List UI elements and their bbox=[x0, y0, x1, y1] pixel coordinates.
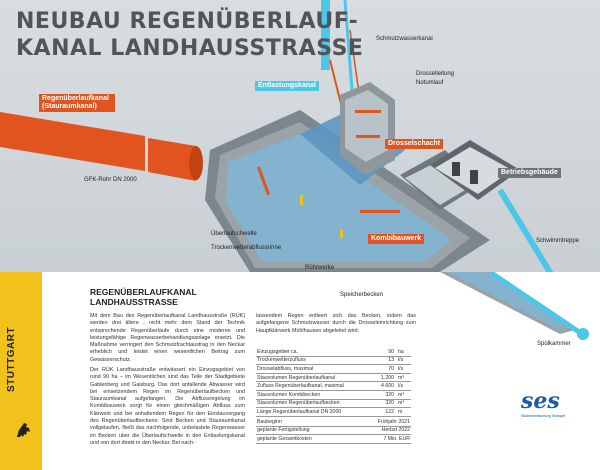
table-row bbox=[256, 365, 411, 374]
paragraph-1: Mit dem Bau des Regenüberlaufkanal Landhausstraße (RÜK) werden drei ältere , nicht mehr dem Stand der Technik entsprechende Regenüberläufe durch eine moderne und leistungsfähige Regenwasserbehandlungsanlage ersetzt. Die Maßnahme verringert den Schmutzfrachtaustrag in den Neckar erheblich und leistet einen wesentlichen Beitrag zum Gewässerschutz. bbox=[90, 313, 245, 363]
schedule-table bbox=[256, 418, 411, 444]
fact-unit: m bbox=[395, 408, 411, 417]
tag-drosselschacht: Drosselschacht bbox=[385, 139, 443, 149]
ses-logo-subtitle: Stadtentwässerung Stuttgart bbox=[521, 414, 566, 418]
table-row bbox=[256, 399, 411, 408]
schedule-label: geplante Fertigstellung bbox=[256, 426, 353, 435]
fact-unit: m³ bbox=[395, 373, 411, 382]
schedule-label: geplante Gesamtkosten bbox=[256, 435, 353, 444]
fact-label: Stauvolumen Kombibecken bbox=[256, 390, 375, 399]
fact-unit: m³ bbox=[395, 399, 411, 408]
fact-value: 320 bbox=[375, 390, 395, 399]
fact-value: 90 bbox=[375, 348, 395, 356]
fact-value: 1.200 bbox=[375, 373, 395, 382]
fact-value: 122 bbox=[375, 408, 395, 417]
fact-label: Länge Regenüberlaufkanal DN 2000 bbox=[256, 408, 375, 417]
fact-unit: ha bbox=[395, 348, 411, 356]
label-notumlauf: Notumlauf bbox=[416, 80, 444, 86]
table-row bbox=[256, 382, 411, 391]
facts-table bbox=[256, 348, 411, 417]
label-speicherbecken: Speicherbecken bbox=[340, 292, 384, 298]
page-title bbox=[16, 8, 363, 62]
fact-label: Drosselabfluss, maximal bbox=[256, 365, 375, 374]
fact-value: 13 bbox=[375, 356, 395, 365]
label-gfk-rohr: GFK-Rohr DN 2000 bbox=[84, 177, 137, 183]
fact-value: 70 bbox=[375, 365, 395, 374]
fact-unit: l/s bbox=[395, 365, 411, 374]
schedule-value: Herbst 2022 bbox=[353, 426, 411, 435]
section-title-line-2: LANDHAUSSTRASSE bbox=[90, 297, 178, 307]
label-ruehrwerke: Rührwerke bbox=[305, 265, 335, 271]
tag-entlastungskanal: Entlastungskanal bbox=[255, 81, 319, 91]
paragraph-2: Der RÜK Landhausstraße entwässert ein Einzugsgebiet von rund 90 ha – im Wesentlichen sind das Teile der Stadtgebiete Gablenberg und Gaisburg. Das dort anfallende Abwasser wird bei einsetzendem Regen im Regenüberlaufbecken und Stauraumkanal aufgefangen. Die Abflussregelung im Kombibauwerk sorgt für einen gleichmäßigen Abfluss zum Klärwerk und bei anhaltendem Regen für den Einstauvorgang des Regenüberlaufbeckens: Sind Becken und Stauraumkanal vollgelaufen, fließt das nachfolgende, unbelastete Regenwasser im Becken über die Überlaufschwelle in den Entlastungskanal und von dort direkt in den Neckar. Bei nach- bbox=[90, 367, 245, 446]
fact-value: 320 bbox=[375, 399, 395, 408]
table-row bbox=[256, 408, 411, 417]
fact-unit: m³ bbox=[395, 390, 411, 399]
fact-label: Einzugsgebiet ca. bbox=[256, 348, 375, 356]
horse-crest-icon bbox=[14, 420, 34, 440]
table-row bbox=[256, 348, 411, 356]
section-title bbox=[90, 287, 197, 307]
table-row bbox=[256, 356, 411, 365]
fact-label: Trockenwetterzufluss bbox=[256, 356, 375, 365]
schedule-label: Baubeginn bbox=[256, 418, 353, 426]
label-ueberlaufschwelle: Überlaufschwelle bbox=[211, 231, 257, 237]
table-row bbox=[256, 373, 411, 382]
page-title-line-1: NEUBAU REGENÜBERLAUF- bbox=[16, 9, 359, 34]
city-name: STUTTGART bbox=[6, 326, 17, 392]
fact-label: Zufluss Regenüberlaufkanal, maximal bbox=[256, 382, 375, 391]
fact-unit: l/s bbox=[395, 382, 411, 391]
table-row bbox=[256, 390, 411, 399]
tag-kombibauwerk: Kombibauwerk bbox=[368, 234, 424, 244]
table-row bbox=[256, 418, 411, 426]
cyan-pipe-right bbox=[500, 190, 585, 272]
label-trockenwetterabflussrinne: Trockenwetterabflussrinne bbox=[211, 245, 282, 251]
section-title-line-1: REGENÜBERLAUFKANAL bbox=[90, 287, 197, 297]
label-schwimmtreppe: Schwimmtreppe bbox=[536, 238, 580, 244]
fact-label: Stauvolumen Regenüberlaufbecken bbox=[256, 399, 375, 408]
schedule-value: 7 Mio. EUR bbox=[353, 435, 411, 444]
label-schmutzwasserkanal: Schmutzwasserkanal bbox=[376, 36, 433, 42]
tag-regenueberlaufkanal: Regenüberlaufkanal (Stauraumkanal) bbox=[39, 94, 115, 112]
table-row bbox=[256, 426, 411, 435]
fact-value: 4.600 bbox=[375, 382, 395, 391]
tag-betriebsgebaeude: Betriebsgebäude bbox=[498, 168, 561, 178]
fact-label: Stauvolumen Regenüberlaufkanal bbox=[256, 373, 375, 382]
table-row bbox=[256, 435, 411, 444]
page-title-line-2: KANAL LANDHAUSSTRASSE bbox=[16, 36, 364, 61]
label-spuelkammer: Spülkammer bbox=[537, 341, 571, 347]
label-drosselleitung: Drosselleitung bbox=[416, 71, 455, 77]
paragraph-3: lassendem Regen entleert sich das Becken, indem das aufgefangene Schmutzwasser durch die Drosseleinrichtung zum Hauptklärwerk Mühlhausen abgeleitet wird. bbox=[256, 313, 416, 334]
schedule-value: Frühjahr 2021 bbox=[353, 418, 411, 426]
fact-unit: l/s bbox=[395, 356, 411, 365]
ses-logo: ses bbox=[521, 388, 560, 414]
